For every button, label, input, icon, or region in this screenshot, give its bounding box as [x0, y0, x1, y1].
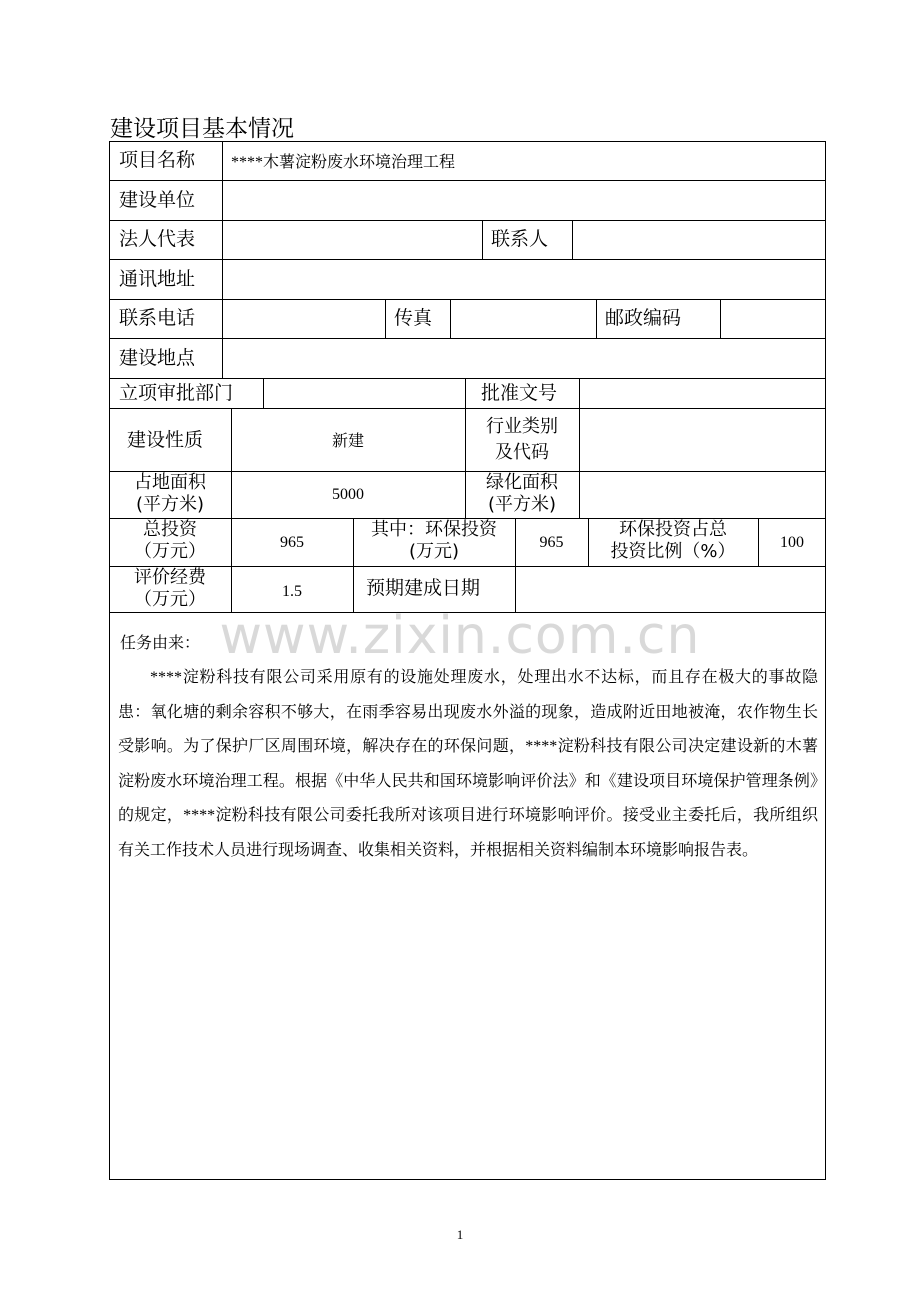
row-divider: [109, 299, 826, 300]
industry-label-line1: 行业类别: [486, 416, 558, 437]
document-title: 建设项目基本情况: [110, 116, 294, 142]
legal-rep-label: 法人代表: [119, 228, 196, 250]
address-label: 通讯地址: [119, 268, 196, 290]
approval-dept-label: 立项审批部门: [119, 382, 234, 404]
env-ratio-label-line1: 环保投资占总: [619, 519, 727, 540]
eval-fee-label-line2: （万元）: [134, 589, 206, 610]
build-unit-label: 建设单位: [119, 189, 196, 211]
approval-doc-no-label: 批准文号: [481, 382, 558, 404]
total-investment-label-line1: 总投资: [143, 519, 197, 540]
col-divider: [596, 299, 597, 338]
watermark-text: www.zixin.com.cn: [219, 606, 701, 666]
project-name-value: ****木薯淀粉废水环境治理工程: [231, 154, 456, 171]
page-number: 1: [456, 1227, 464, 1242]
industry-label-line2: 及代码: [495, 442, 549, 463]
completion-date-label: 预期建成日期: [366, 577, 481, 599]
col-divider: [222, 141, 223, 378]
row-divider: [109, 338, 826, 339]
row-divider: [109, 408, 826, 409]
col-divider: [572, 220, 573, 259]
contact-label: 联系人: [491, 228, 549, 250]
land-area-label: [109, 472, 231, 516]
col-divider: [482, 220, 483, 259]
env-ratio-value: 100: [780, 534, 804, 551]
land-area-label-line2: (平方米): [135, 494, 205, 515]
env-ratio-label-line2: 投资比例（%）: [610, 541, 736, 562]
green-area-label-line2: (平方米): [487, 494, 557, 515]
row-divider: [109, 259, 826, 260]
nature-value: 新建: [331, 433, 364, 450]
total-investment-label-line2: （万元）: [134, 541, 206, 562]
land-area-value: 5000: [332, 486, 364, 503]
env-investment-value: 965: [539, 534, 564, 551]
nature-label: 建设性质: [127, 429, 204, 451]
col-divider: [385, 299, 386, 338]
env-investment-label-line1: 其中：环保投资: [371, 519, 497, 540]
project-name-label: 项目名称: [119, 149, 196, 171]
env-investment-label-line2: (万元): [408, 541, 460, 562]
eval-fee-value: 1.5: [282, 583, 302, 600]
site-label: 建设地点: [119, 347, 196, 369]
col-divider: [450, 299, 451, 338]
eval-fee-label: [109, 567, 231, 611]
total-investment-label: [109, 519, 231, 563]
row-divider: [109, 220, 826, 221]
phone-label: 联系电话: [119, 307, 196, 329]
col-divider: [579, 378, 580, 518]
fax-label: 传真: [394, 307, 433, 329]
eval-fee-label-line1: 评价经费: [134, 567, 206, 588]
land-area-label-line1: 占地面积: [134, 472, 206, 493]
row-divider: [109, 378, 826, 379]
task-body-text: ****淀粉科技有限公司采用原有的设施处理废水，处理出水不达标，而且存在极大的事故隐患：氧化塘的剩余容积不够大，在雨季容易出现废水外溢的现象，造成附近田地被淹，农作物生长受影响。为了保护厂区周围环境，解决存在的环保问题，****淀粉科技有限公司决定建设新的木薯淀粉废水环境治理工程。根据《中华人民共和国环境影响评价法》和《建设项目环境保护管理条例》的规定，****淀粉科技有限公司委托我所对该项目进行环境影响评价。接受业主委托后，我所组织有关工作技术人员进行现场调查、收集相关资料，并根据相关资料编制本环境影响报告表。: [118, 669, 818, 859]
row-divider: [109, 180, 826, 181]
industry-code-label: [465, 416, 579, 464]
total-investment-value: 965: [280, 534, 304, 551]
env-ratio-label: [588, 519, 758, 563]
env-investment-label: [353, 519, 515, 563]
col-divider: [515, 518, 516, 612]
col-divider: [263, 378, 264, 408]
green-area-label-line1: 绿化面积: [486, 472, 558, 493]
green-area-label: [465, 472, 579, 516]
postcode-label: 邮政编码: [605, 307, 682, 329]
task-heading: 任务由来：: [120, 633, 201, 652]
col-divider: [720, 299, 721, 338]
